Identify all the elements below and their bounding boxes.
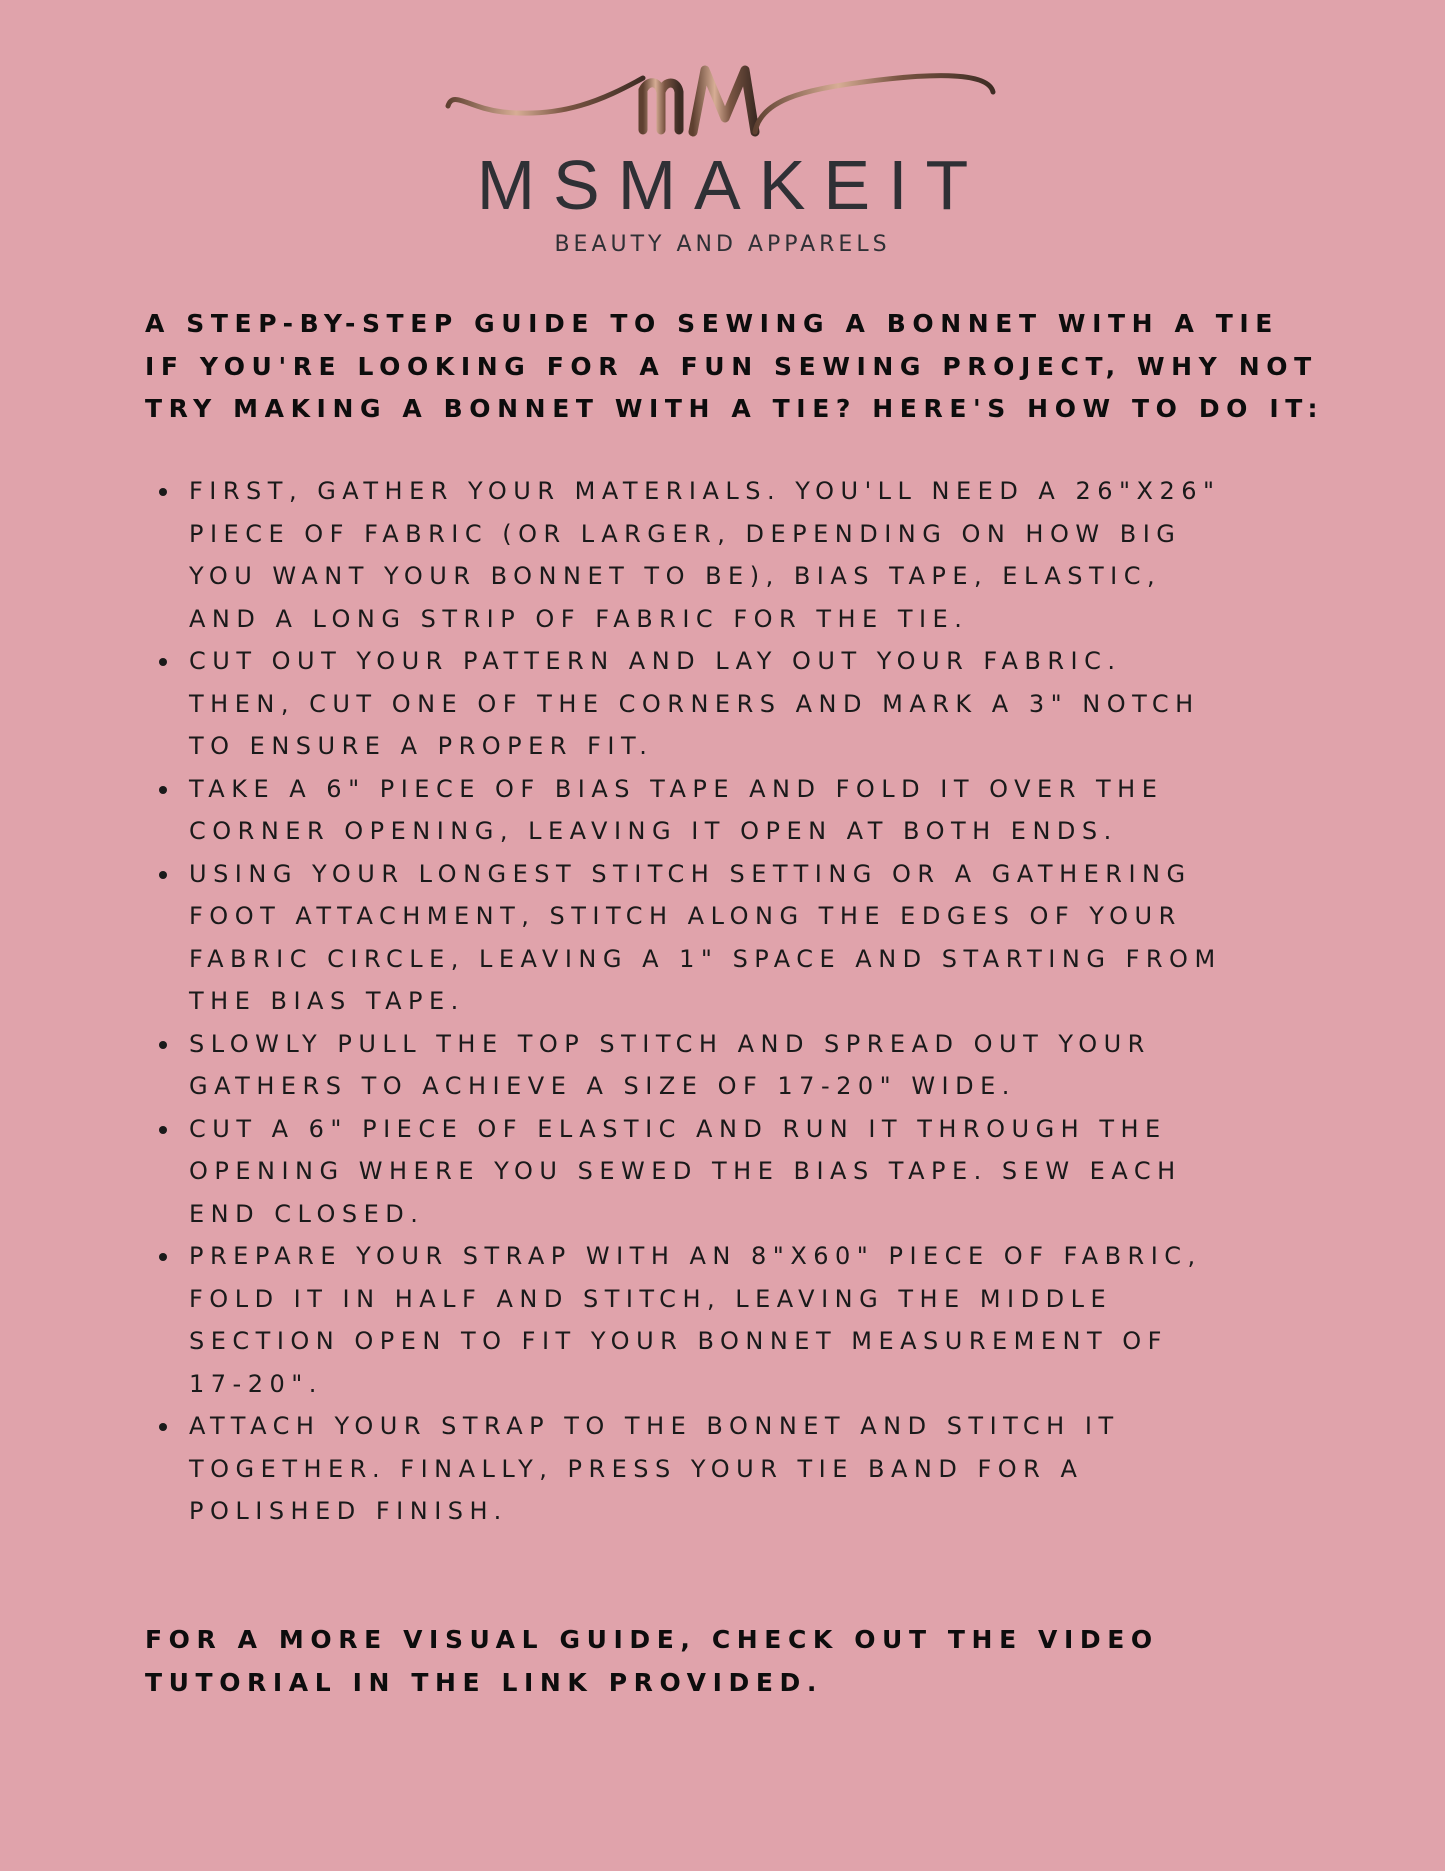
step-text-line: FABRIC CIRCLE, LEAVING A 1" SPACE AND STARTING FROM [189,944,1222,973]
step-text-line: THEN, CUT ONE OF THE CORNERS AND MARK A 3" NOTCH [189,689,1200,718]
step-text-line: TO ENSURE A PROPER FIT. [189,732,654,760]
outro-line: FOR A MORE VISUAL GUIDE, CHECK OUT THE VIDEO [145,1625,1159,1654]
step-text-line: TOGETHER. FINALLY, PRESS YOUR TIE BAND FOR A [189,1454,1084,1483]
step-text-line: TAKE A 6" PIECE OF BIAS TAPE AND FOLD IT OVER THE [189,774,1164,803]
brand-tagline: BEAUTY AND APPARELS [554,232,891,257]
outro-line: TUTORIAL IN THE LINK PROVIDED. [145,1667,823,1697]
intro-line: A STEP-BY-STEP GUIDE TO SEWING A BONNET WITH A TIE [145,309,1279,338]
step-item [145,470,1345,640]
step-text-line: SLOWLY PULL THE TOP STITCH AND SPREAD OUT YOUR [189,1029,1151,1058]
step-text-line: ATTACH YOUR STRAP TO THE BONNET AND STITCH IT [189,1412,1120,1440]
bullet-icon [159,1041,167,1049]
step-text-line: 17-20". [189,1369,323,1398]
step-text-line: FOLD IT IN HALF AND STITCH, LEAVING THE MIDDLE [189,1284,1113,1313]
step-text-line: END CLOSED. [189,1199,425,1228]
step-text-line: PIECE OF FABRIC (OR LARGER, DEPENDING ON HOW BIG [189,519,1182,548]
outro-note [145,1619,1325,1704]
step-item [145,1108,1345,1236]
step-text-line: FOOT ATTACHMENT, STITCH ALONG THE EDGES OF YOUR [189,902,1182,930]
step-text-line: OPENING WHERE YOU SEWED THE BIAS TAPE. SEW EACH [189,1157,1182,1185]
intro-heading [145,303,1325,431]
step-item [145,1405,1345,1533]
step-text-line: GATHERS TO ACHIEVE A SIZE OF 17-20" WIDE. [189,1072,1016,1100]
brand-logo [0,60,1445,258]
step-text-line: PREPARE YOUR STRAP WITH AN 8"X60" PIECE OF FABRIC, [189,1242,1202,1270]
step-text-line: CUT A 6" PIECE OF ELASTIC AND RUN IT THROUGH THE [189,1114,1167,1143]
brand-name: MSMAKEIT [476,146,987,224]
step-item [145,640,1345,768]
intro-line: TRY MAKING A BONNET WITH A TIE? HERE'S HOW TO DO IT: [145,394,1325,423]
intro-line: IF YOU'RE LOOKING FOR A FUN SEWING PROJECT, WHY NOT [145,351,1318,381]
step-text-line: SECTION OPEN TO FIT YOUR BONNET MEASUREMENT OF [189,1327,1168,1355]
bullet-icon [159,1253,167,1261]
step-item [145,853,1345,1023]
step-text-line: THE BIAS TAPE. [189,987,465,1015]
step-text-line: POLISHED FINISH. [189,1497,508,1525]
step-text-line: AND A LONG STRIP OF FABRIC FOR THE TIE. [189,604,969,633]
bullet-icon [159,1126,167,1134]
bullet-icon [159,871,167,879]
monogram-logo-mark [443,60,1003,150]
bullet-icon [159,786,167,794]
bullet-icon [159,1423,167,1431]
bullet-icon [159,488,167,496]
step-text-line: CORNER OPENING, LEAVING IT OPEN AT BOTH ENDS. [189,817,1118,845]
step-item [145,768,1345,853]
step-text-line: YOU WANT YOUR BONNET TO BE), BIAS TAPE, ELASTIC, [189,562,1162,590]
step-item [145,1235,1345,1405]
bullet-icon [159,658,167,666]
step-text-line: FIRST, GATHER YOUR MATERIALS. YOU'LL NEED A 26"X26" [189,477,1221,505]
step-item [145,1023,1345,1108]
steps-list [145,470,1345,1533]
step-text-line: CUT OUT YOUR PATTERN AND LAY OUT YOUR FABRIC. [189,647,1122,675]
step-text-line: USING YOUR LONGEST STITCH SETTING OR A GATHERING [189,859,1192,888]
